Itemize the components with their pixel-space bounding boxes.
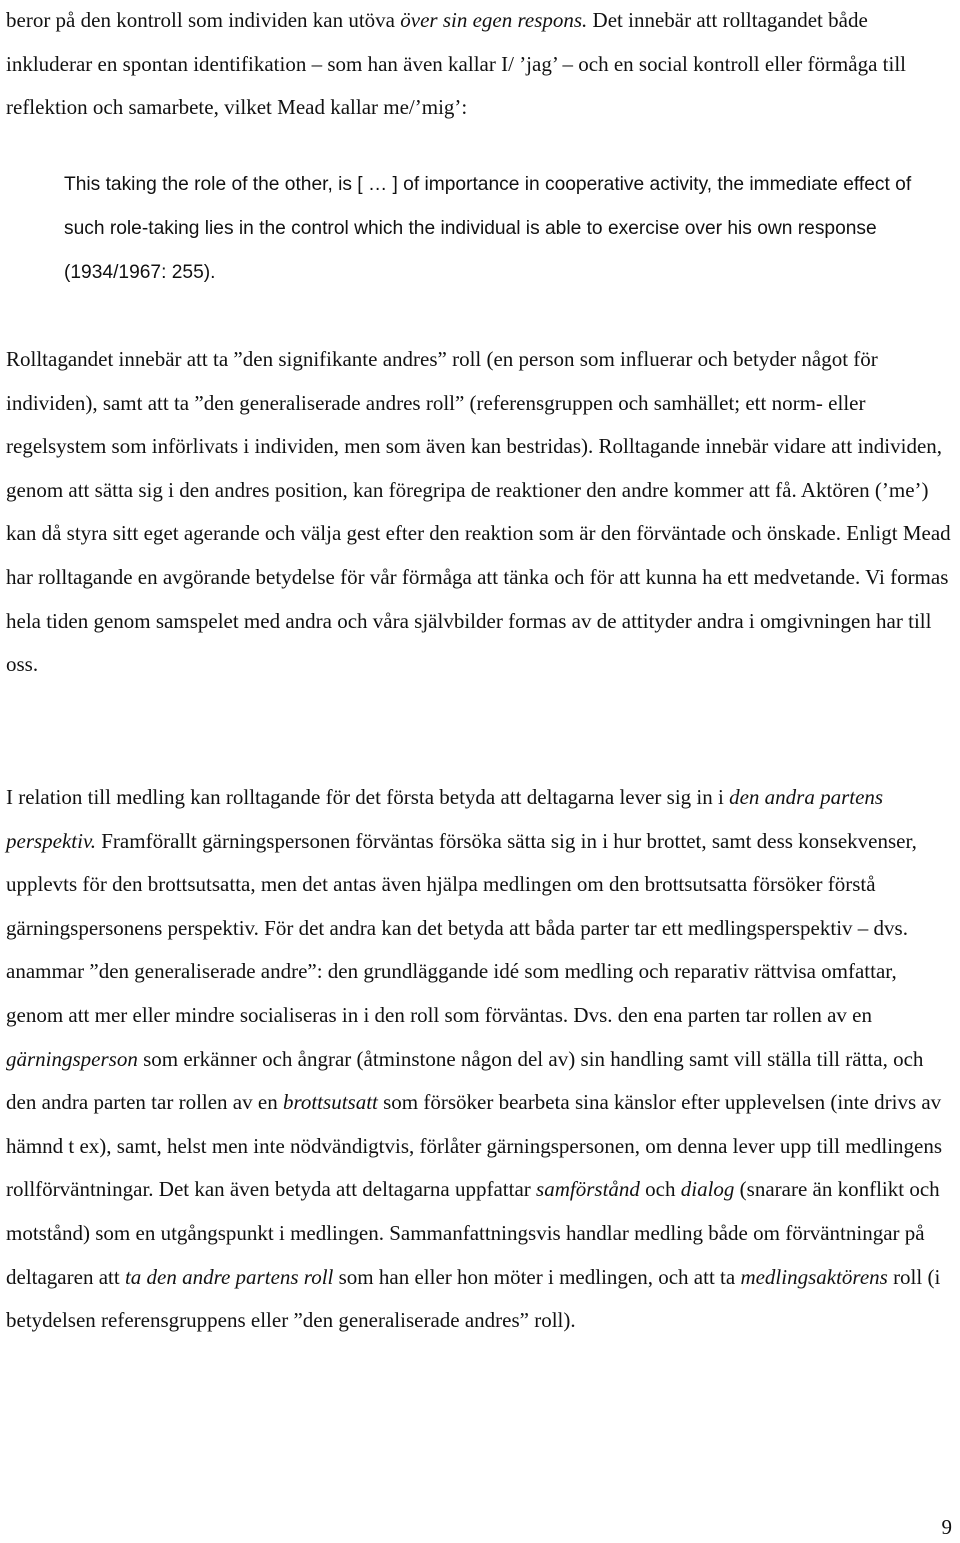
body-paragraph-2 — [6, 338, 958, 687]
body-paragraph-1 — [6, 0, 958, 130]
text-segment: beror på den kontroll som individen kan utöva — [6, 8, 401, 32]
text-segment: I relation till medling kan rolltagande för det första betyda att deltagarna lever sig in i — [6, 785, 730, 809]
text-segment: som han eller hon möter i medlingen, och att ta — [333, 1264, 741, 1289]
italic-segment: gärningsperson — [6, 1046, 138, 1071]
italic-segment: ta den andre partens roll — [124, 1264, 334, 1289]
italic-segment: den andra partens perspektiv. — [6, 785, 884, 853]
italic-segment: över sin egen respons. — [400, 8, 588, 32]
text-segment: Det innebär att rolltagandet både inkluderar en spontan identifikation – som han även kallar I/ ’jag’ – och en social kontroll eller förmåga till reflektion och samarbete, vilket Mead kallar me/’mig’: — [6, 8, 906, 119]
text-segment: (snarare än konflikt och motstånd) som en utgångspunkt i medlingen. Sammanfattningsvis handlar medling både om förväntningar på deltagaren att — [6, 1177, 940, 1289]
text-segment: Framförallt gärningspersonen förväntas försöka sätta sig in i hur brottet, samt dess konsekvenser, upplevts för den brottsutsatta, men det antas även hjälpa medlingen om den brottsutsatta försöker förstå gärningspersonens perspektiv. För det andra kan det betyda att båda parter tar ett medlingsperspektiv – dvs. anammar ”den generaliserade andre”: den grundläggande idé som medling och reparativ rättvisa omfattar, genom att mer eller mindre socialiseras in i den roll som förväntas. Dvs. den ena parten tar rollen av en — [6, 828, 917, 1027]
text-segment: som försöker bearbeta sina känslor efter upplevelsen (inte drivs av hämnd t ex), samt, helst men inte nödvändigtvis, förlåter gärningspersonen, om denna lever upp till medlingens rollförväntningar. Det kan även betyda att deltagarna uppfattar — [6, 1090, 943, 1202]
text-segment: Rolltagandet innebär att ta ”den signifikante andres” roll (en person som influerar och betyder något för individen), samt att ta ”den generaliserade andres roll” (referensgruppen och samhället; ett norm- eller regelsystem som införlivats i individen, men som även kan bestridas). Rolltagande innebär vidare att individen, genom att sätta sig i den andres position, kan föregripa de reaktioner den andre kommer att få. Aktören (’me’) kan då styra sitt eget agerande och välja gest efter den reaktion som är den förväntade och önskade. Enligt Mead har rolltagande en avgörande betydelse för vår förmåga att tänka och för att kunna ha ett medvetande. Vi formas hela tiden genom samspelet med andra och våra självbilder formas av de attityder andra i omgivningen har till oss. — [6, 347, 951, 677]
italic-segment: medlingsaktörens — [740, 1264, 888, 1289]
text-segment: som erkänner och ångrar (åtminstone någon del av) sin handling samt vill ställa till rätta, och den andra parten tar rollen av en — [6, 1046, 924, 1115]
text-segment: och — [639, 1177, 681, 1202]
italic-segment: dialog — [680, 1177, 735, 1202]
italic-segment: brottsutsatt — [282, 1090, 378, 1115]
page-number: 9 — [941, 1515, 952, 1539]
italic-segment: samförstånd — [536, 1177, 640, 1202]
text-segment: roll (i betydelsen referensgruppens eller ”den generaliserade andres” roll). — [6, 1264, 941, 1333]
block-quote: This taking the role of the other, is [ … ] of importance in cooperative activity, the immediate effect of such role-taking lies in the control which the individual is able to exercise over his own response (1934/1967: 255). — [64, 174, 912, 283]
body-paragraph-3 — [6, 776, 958, 1343]
